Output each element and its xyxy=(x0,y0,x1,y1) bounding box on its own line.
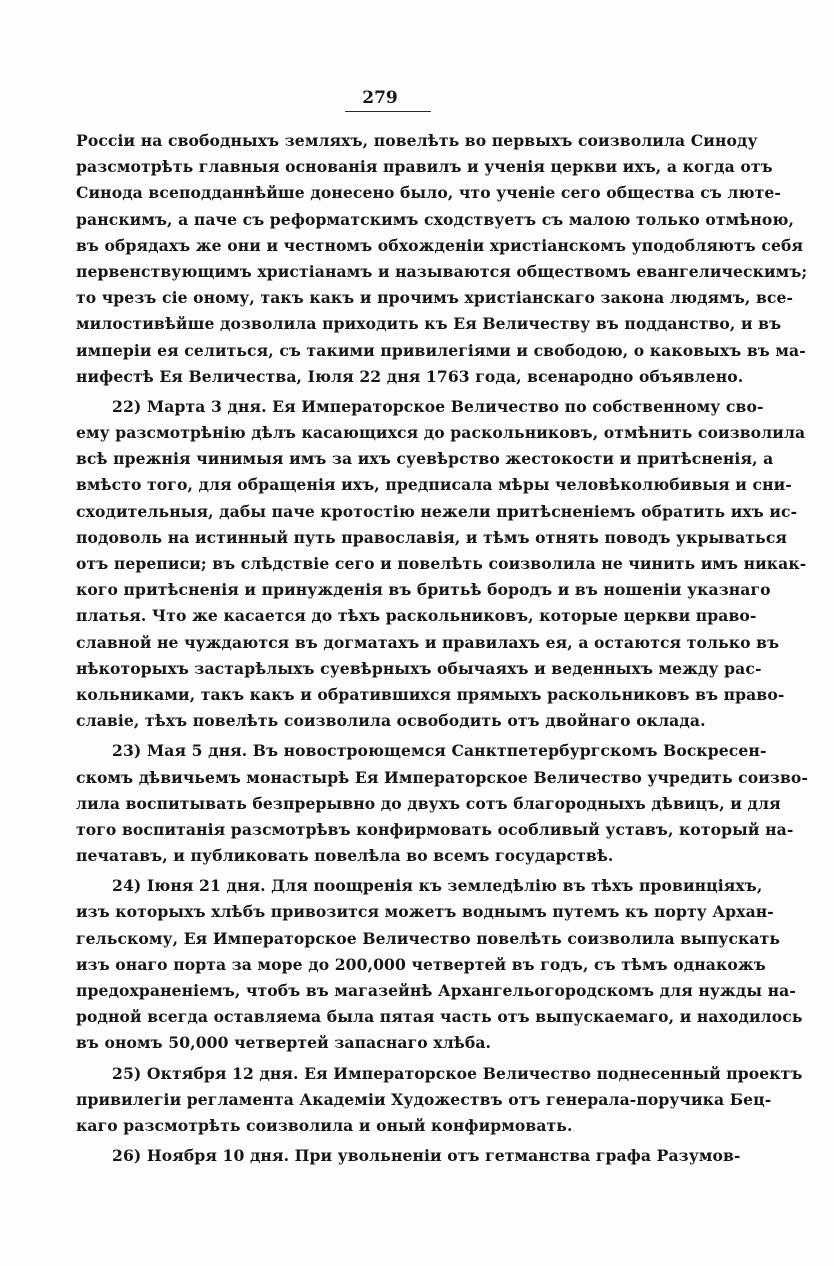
text-line: разсмотрѣть главныя основанія правилъ и ученія церкви ихъ, а когда отъ xyxy=(76,157,773,177)
paragraph-23 xyxy=(76,738,808,869)
text-line: ему разсмотрѣнію дѣлъ касающихся до раскольниковъ, отмѣнить соизволила xyxy=(76,423,806,443)
paragraph-26 xyxy=(76,1143,741,1169)
text-line: первенствующимъ христіанамъ и называются обществомъ евангелическимъ; xyxy=(76,261,808,281)
text-line: предохраненіемъ, чтобъ въ магазейнѣ Архангельогородскомъ для нужды на- xyxy=(76,981,796,1000)
text-line: печатавъ, и публиковать повелѣла во всемъ государствѣ. xyxy=(76,846,614,866)
page-number-rule xyxy=(345,111,431,112)
page-text-body xyxy=(76,128,808,1169)
text-line: ранскимъ, а паче съ реформатскимъ сходствуетъ съ малою только отмѣною, xyxy=(76,209,794,229)
text-line: Синода всеподданнѣйше донесено было, что ученіе сего общества съ люте- xyxy=(76,183,781,203)
text-line: лила воспитывать безпрерывно до двухъ сотъ благородныхъ дѣвицъ, и для xyxy=(76,793,781,813)
text-line: каго разсмотрѣть соизволила и оный конфирмовать. xyxy=(76,1115,573,1135)
text-line: платья. Что же касается до тѣхъ раскольниковъ, которые церкви право- xyxy=(76,606,757,626)
text-line: имперіи ея селиться, съ такими привилегіями и свободою, о каковыхъ въ ма- xyxy=(76,340,806,360)
text-line: вмѣсто того, для обращенія ихъ, предписала мѣры человѣколюбивыя и сни- xyxy=(76,475,792,495)
text-line: 25) Октября 12 дня. Ея Императорское Величество поднесенный проектъ xyxy=(112,1063,803,1083)
text-line: отъ переписи; въ слѣдствіе сего и повелѣть соизволила не чинить имъ никак- xyxy=(76,554,807,573)
text-line: 23) Мая 5 дня. Въ новостроющемся Санктпетербургскомъ Воскресен- xyxy=(112,741,767,761)
text-line: въ обрядахъ же они и честномъ обхожденіи христіанскомъ уподобляютъ себя xyxy=(76,235,804,255)
text-line: того воспитанія разсмотрѣвъ конфирмовать особливый уставъ, который на- xyxy=(76,819,794,839)
text-line: Россіи на свободныхъ земляхъ, повелѣть во первыхъ соизволила Синоду xyxy=(76,131,758,150)
text-line: 26) Ноября 10 дня. При увольненіи отъ гетманства графа Разумов- xyxy=(112,1146,741,1166)
text-line: нифестѣ Ея Величества, Іюля 22 дня 1763 года, всенародно объявлено. xyxy=(76,366,744,386)
paragraph-24 xyxy=(76,873,803,1056)
text-line: кого притѣсненія и принужденія въ бритьѣ бородъ и въ ношеніи указнаго xyxy=(76,580,771,600)
text-line: родной всегда оставляема была пятая часть отъ выпускаемаго, и находилось xyxy=(76,1007,803,1027)
text-line: гельскому, Ея Императорское Величество повелѣть соизволила выпускать xyxy=(76,928,781,948)
text-line: изъ онаго порта за море до 200,000 четвертей въ годъ, съ тѣмъ однакожъ xyxy=(76,954,766,974)
page-number: 279 xyxy=(362,88,398,108)
text-line: 24) Іюня 21 дня. Для поощренія къ земледѣлію въ тѣхъ провинціяхъ, xyxy=(112,876,763,896)
text-line: то чрезъ сіе оному, такъ какъ и прочимъ христіанскаго закона людямъ, все- xyxy=(76,288,794,308)
text-line: скомъ дѣвичьемъ монастырѣ Ея Императорское Величество учредить соизво- xyxy=(76,767,808,787)
paragraph-continuation xyxy=(76,128,808,390)
text-line: славіе, тѣхъ повелѣть соизволила освободить отъ двойнаго оклада. xyxy=(76,711,706,731)
paragraph-25 xyxy=(76,1061,803,1140)
text-line: сходительныя, дабы паче кротостію нежели притѣсненіемъ обратить ихъ ис- xyxy=(76,501,798,521)
text-line: изъ которыхъ хлѣбъ привозится можетъ воднымъ путемъ къ порту Архан- xyxy=(76,902,774,922)
text-line: 22) Марта 3 дня. Ея Императорское Величество по собственному сво- xyxy=(112,396,764,416)
text-line: подоволь на истинный путь православія, и тѣмъ отнять поводъ укрываться xyxy=(76,527,788,547)
text-line: кольниками, такъ какъ и обратившихся прямыхъ раскольниковъ въ право- xyxy=(76,684,785,704)
text-line: славной не чуждаются въ догматахъ и правилахъ ея, а остаются только въ xyxy=(76,632,780,652)
paragraph-22 xyxy=(76,394,807,734)
text-line: всѣ прежнія чинимыя имъ за ихъ суевѣрство жестокости и притѣсненія, а xyxy=(76,449,774,469)
text-line: нѣкоторыхъ застарѣлыхъ суевѣрныхъ обычаяхъ и веденныхъ между рас- xyxy=(76,658,762,678)
text-line: милостивѣйше дозволила приходить къ Ея Величеству въ подданство, и въ xyxy=(76,314,782,334)
text-line: привилегіи регламента Академіи Художествъ отъ генерала-поручика Бец- xyxy=(76,1089,772,1109)
text-line: въ ономъ 50,000 четвертей запаснаго хлѣба. xyxy=(76,1033,492,1053)
